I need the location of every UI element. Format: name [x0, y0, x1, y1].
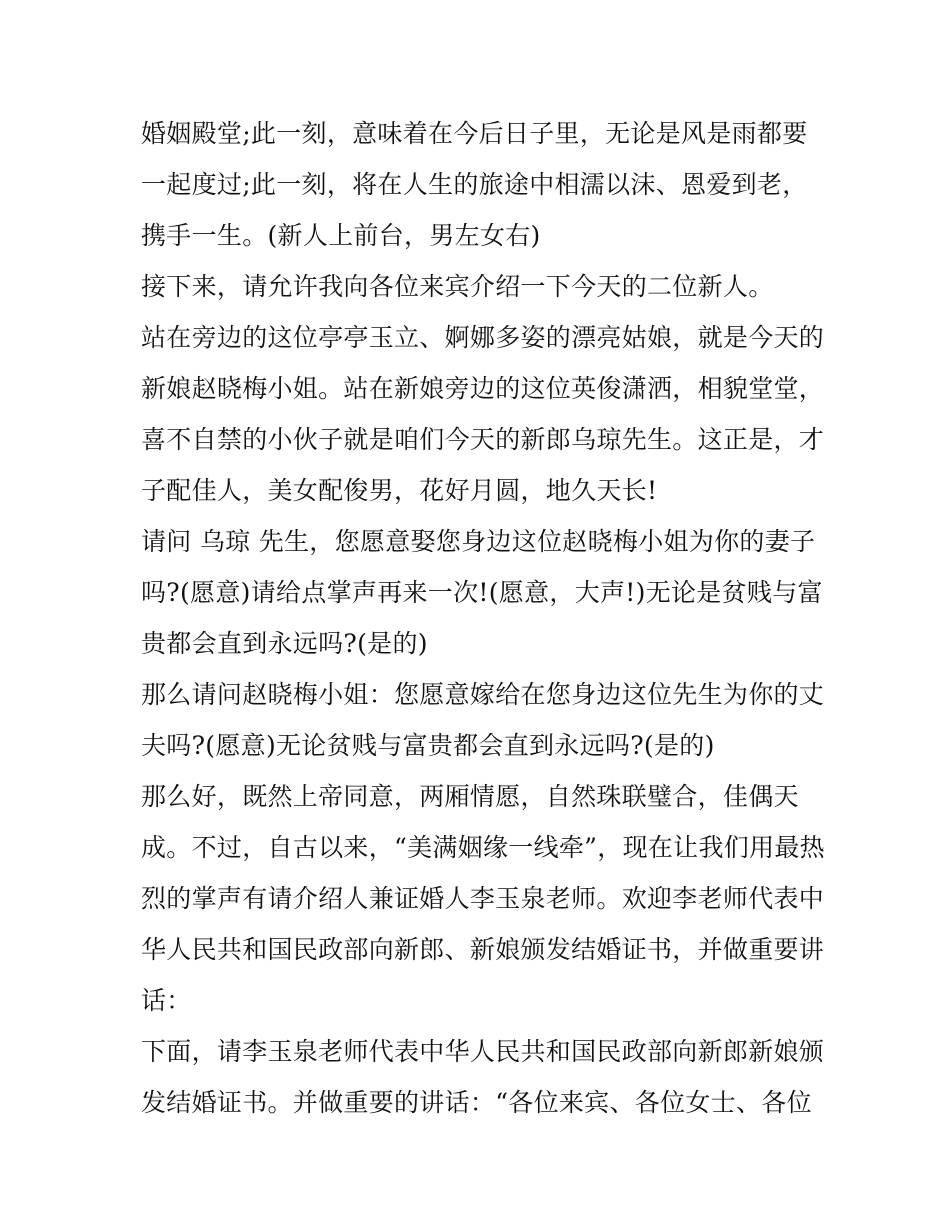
text-line: 喜不自禁的小伙子就是咱们今天的新郎乌琼先生。这正是，才 [141, 425, 825, 454]
text-line: 下面，请李玉泉老师代表中华人民共和国民政部向新郎新娘颁 [141, 1037, 825, 1066]
text-line: 站在旁边的这位亭亭玉立、婀娜多姿的漂亮姑娘，就是今天的 [141, 323, 825, 352]
text-line: 成。不过，自古以来，“美满姻缘一线牵”，现在让我们用最热 [141, 833, 825, 862]
text-line: 婚姻殿堂;此一刻，意味着在今后日子里，无论是风是雨都要 [141, 119, 808, 148]
text-line: 吗?(愿意)请给点掌声再来一次!(愿意，大声!)无论是贫贱与富 [141, 578, 823, 607]
document-body [141, 108, 825, 1128]
text-line: 华人民共和国民政部向新郎、新娘颁发结婚证书，并做重要讲 [141, 935, 825, 964]
text-line: 贵都会直到永远吗?(是的) [141, 629, 428, 658]
text-line: 夫吗?(愿意)无论贫贱与富贵都会直到永远吗?(是的) [141, 731, 715, 760]
text-line: 烈的掌声有请介绍人兼证婚人李玉泉老师。欢迎李老师代表中 [141, 884, 825, 913]
text-line: 那么请问赵晓梅小姐：您愿意嫁给在您身边这位先生为你的丈 [141, 680, 825, 709]
text-line: 新娘赵晓梅小姐。站在新娘旁边的这位英俊潇洒，相貌堂堂， [141, 374, 825, 403]
text-line: 子配佳人，美女配俊男，花好月圆，地久天长! [141, 476, 658, 505]
text-line: 话： [141, 986, 192, 1015]
text-line: 携手一生。(新人上前台，男左女右) [141, 221, 541, 250]
text-line: 接下来，请允许我向各位来宾介绍一下今天的二位新人。 [141, 272, 774, 301]
text-line: 那么好，既然上帝同意，两厢情愿，自然珠联璧合，佳偶天 [141, 782, 799, 811]
text-line: 发结婚证书。并做重要的讲话：“各位来宾、各位女士、各位 [141, 1088, 812, 1117]
text-line: 请问 乌琼 先生，您愿意娶您身边这位赵晓梅小姐为你的妻子 [141, 527, 816, 556]
text-line: 一起度过;此一刻，将在人生的旅途中相濡以沫、恩爱到老， [141, 170, 808, 199]
